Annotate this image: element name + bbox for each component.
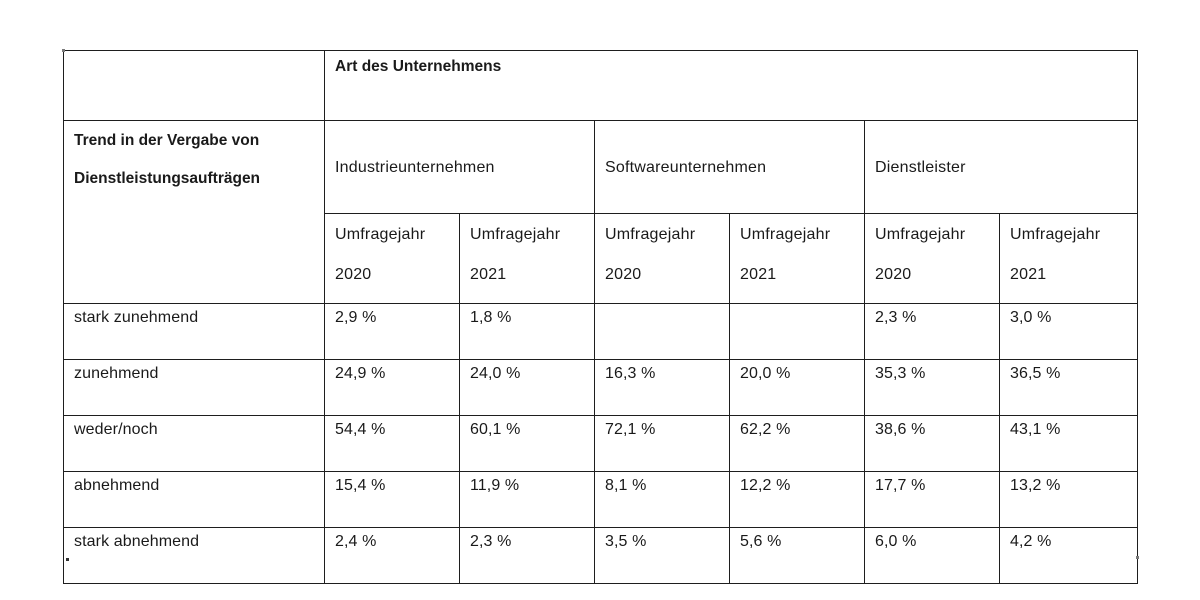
row-label: zunehmend — [64, 360, 325, 416]
table-cell: 17,7 % — [865, 472, 1000, 528]
table-cell: 6,0 % — [865, 528, 1000, 584]
table-cell — [595, 304, 730, 360]
table-cell: 60,1 % — [460, 416, 595, 472]
table-cell: 24,0 % — [460, 360, 595, 416]
table-cell: 2,3 % — [865, 304, 1000, 360]
table-cell: 20,0 % — [730, 360, 865, 416]
survey-table — [63, 50, 1138, 584]
table-row — [64, 472, 1138, 528]
table-cell: 1,8 % — [460, 304, 595, 360]
table-cell: 3,5 % — [595, 528, 730, 584]
table-cell: 54,4 % — [325, 416, 460, 472]
year-header: Umfragejahr 2021 — [460, 214, 595, 304]
table-cell: 2,4 % — [325, 528, 460, 584]
table-cell: 43,1 % — [1000, 416, 1138, 472]
table-row — [64, 360, 1138, 416]
table-cell: 72,1 % — [595, 416, 730, 472]
table-cell: 15,4 % — [325, 472, 460, 528]
group-header: Dienstleister — [865, 121, 1138, 214]
table-cell: 2,3 % — [460, 528, 595, 584]
row-label: abnehmend — [64, 472, 325, 528]
table-corner-mark — [1136, 556, 1139, 559]
table-cell: 13,2 % — [1000, 472, 1138, 528]
table-cell: 35,3 % — [865, 360, 1000, 416]
row-label: stark zunehmend — [64, 304, 325, 360]
table-cell: 38,6 % — [865, 416, 1000, 472]
trend-label-cell — [64, 121, 325, 304]
table-cell: 62,2 % — [730, 416, 865, 472]
table-cell — [730, 304, 865, 360]
year-header: Umfragejahr 2020 — [865, 214, 1000, 304]
company-type-header: Art des Unternehmens — [325, 51, 1138, 121]
table-cell: 16,3 % — [595, 360, 730, 416]
table-cell: 8,1 % — [595, 472, 730, 528]
trend-label-line1: Trend in der Vergabe von — [74, 132, 260, 149]
title-row — [64, 51, 1138, 121]
table-cell: 12,2 % — [730, 472, 865, 528]
year-header: Umfragejahr 2020 — [595, 214, 730, 304]
table-row — [64, 528, 1138, 584]
group-header: Industrieunternehmen — [325, 121, 595, 214]
table-cell: 24,9 % — [325, 360, 460, 416]
group-header: Softwareunternehmen — [595, 121, 865, 214]
table-cell: 3,0 % — [1000, 304, 1138, 360]
year-header: Umfragejahr 2021 — [1000, 214, 1138, 304]
row-label: stark abnehmend — [64, 528, 325, 584]
table-cell: 36,5 % — [1000, 360, 1138, 416]
year-header: Umfragejahr 2021 — [730, 214, 865, 304]
trend-label-line2: Dienstleistungsaufträgen — [74, 170, 261, 187]
paragraph-mark — [66, 558, 69, 561]
table-cell: 11,9 % — [460, 472, 595, 528]
year-header: Umfragejahr 2020 — [325, 214, 460, 304]
table-cell: 4,2 % — [1000, 528, 1138, 584]
table-row — [64, 304, 1138, 360]
group-header-row — [64, 121, 1138, 214]
table-corner-mark — [62, 49, 65, 52]
row-label: weder/noch — [64, 416, 325, 472]
corner-cell — [64, 51, 325, 121]
table-cell: 2,9 % — [325, 304, 460, 360]
table-cell: 5,6 % — [730, 528, 865, 584]
table-row — [64, 416, 1138, 472]
